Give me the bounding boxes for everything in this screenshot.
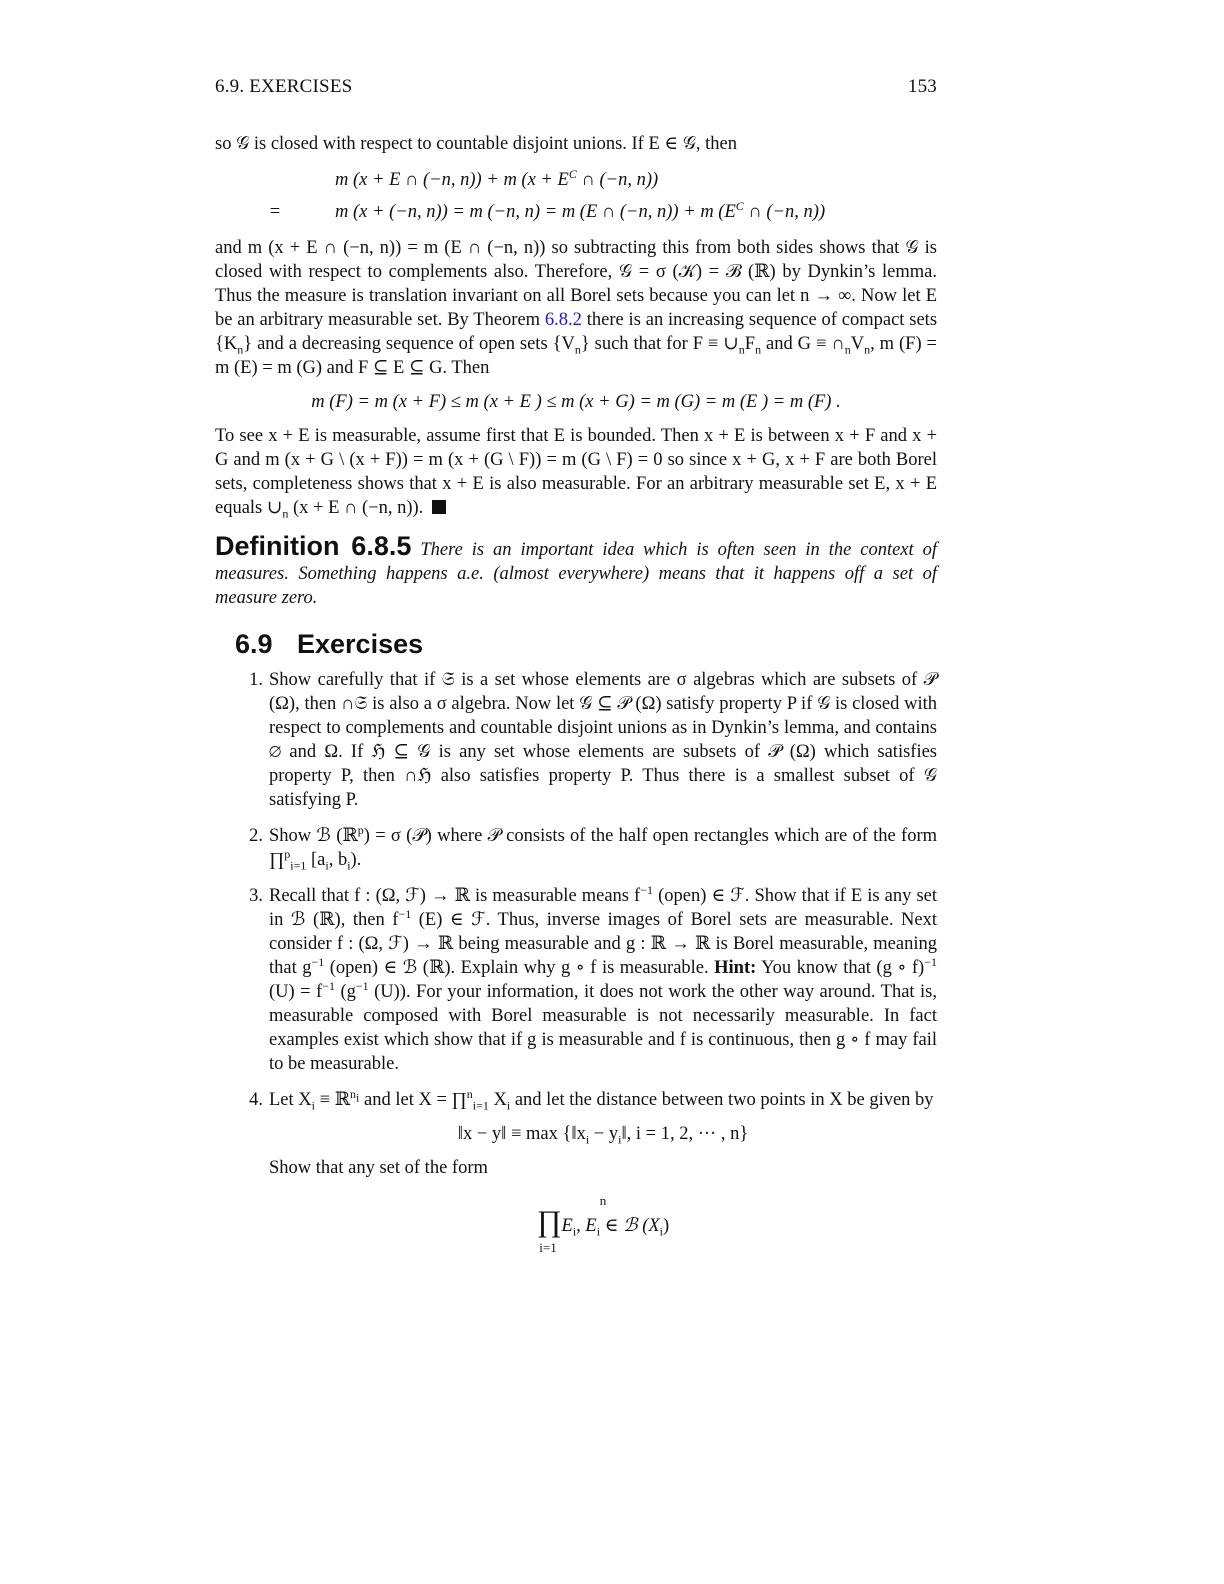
intro-line: so 𝒢 is closed with respect to countable disjoint unions. If E ∈ 𝒢, then [215, 134, 737, 154]
definition-title: Definition 6.8.5 [215, 531, 412, 561]
exercise-text: Show carefully that if 𝔖 is a set whose elements are σ algebras which are subsets of 𝒫 (Ω), then ∩𝔖 is also a σ algebra. Now let 𝒢 ⊆ 𝒫 (Ω) satisfy property P if 𝒢 is closed with respect to complements and countable disjoint unions as in Dynkin’s lemma, and contains ∅ and Ω. If ℌ ⊆ 𝒢 is any set whose elements are subsets of 𝒫 (Ω) which satisfies property P, then ∩ℌ also satisfies property P. Thus there is a smallest subset of 𝒢 satisfying P. [269, 670, 937, 810]
product-set-equation: n $\prod E_i$, $E_i$ ∈ ℬ $(X_i)$ i=1 [536, 1193, 670, 1255]
body-column [215, 132, 937, 1266]
exercise-item-1 [215, 668, 937, 812]
paragraph-measurability: To see x + E is measurable, assume first that E is bounded. Then x + E is between x + F and x + G and m (x + G \ (x + F)) = m (x + (G \ F)) = m (G \ F) = 0 so since x + G, x + F are both Borel sets, completeness shows that x + E is also measurable. For an arbitrary measurable set E, x + E equals $\cup_n$ (x + E ∩ (−n, n)). [215, 426, 937, 521]
norm-equation: ‖x − y‖ ≡ $\max \{‖x_i$ − $y_i‖$, i = 1, 2, ··· , n} [457, 1124, 749, 1147]
section-number: 6.9 [235, 629, 273, 659]
equation-2-rhs: m (x + (−n, n)) = m (−n, n) = m (E ∩ (−n, n)) + m ($E^C$ ∩ (−n, n)) [335, 198, 826, 222]
exercise-number: 2. [249, 826, 263, 846]
exercise-number: 3. [249, 886, 263, 906]
equation-1-lhs: m (x + E ∩ (−n, n)) + m ($x + E^C$ ∩ (−n, n)) [335, 166, 659, 190]
equation-relation-equals: = [269, 202, 281, 222]
definition-text: There is an important idea which is often seen in the context of measures. Something happens a.e. (almost everywhere) means that it happens off a set of measure zero. [215, 540, 937, 608]
equation-row-2 [215, 196, 937, 228]
exercise-item-3 [215, 884, 937, 1076]
exercise-list [215, 668, 937, 1254]
exercise-number: 1. [249, 670, 263, 690]
exercise-item-2 [215, 824, 937, 872]
qed-square-icon [432, 500, 446, 514]
display-equation-1 [215, 164, 937, 228]
hint-label: Hint: [714, 958, 757, 978]
definition-block [215, 531, 937, 610]
display-equation-3: m (F) = m (x + F) ≤ m (x + E ) ≤ m (x + G) = m (G) = m (E ) = m (F) . [311, 392, 841, 412]
exercise-text: Show ℬ (ℝ$^p$) = σ (𝒫) where 𝒫 consists of the half open rectangles which are of the form ∏$^p_{i=1}$ [$a_i$, $b_i$). [269, 822, 937, 873]
exercise-number: 4. [249, 1090, 263, 1110]
exercise-item-4 [215, 1088, 937, 1254]
paragraph-translation-invariance: and m (x + E ∩ (−n, n)) = m (E ∩ (−n, n)) so subtracting this from both sides shows that 𝒢 is closed with respect to complements also. Therefore, 𝒢 = σ (𝒦) = ℬ (ℝ) by Dynkin’s lemma. Thus the measure is translation invariant on all Borel sets because you can let n → ∞. Now let E be an arbitrary measurable set. By Theorem 6.8.2 there is an increasing sequence of compact sets $\{K_n\}$ and a decreasing sequence of open sets $\{V_n\}$ such that for $F \equiv \cup_nF_n$ and $G \equiv \cap_nV_n$, m (F) = m (E) = m (G) and F ⊆ E ⊆ G. Then [215, 238, 938, 378]
section-header: 6.9. EXERCISES [215, 76, 353, 97]
page-number: 153 [907, 76, 937, 97]
equation-row-1 [215, 164, 937, 196]
exercise-text: Let $X_i$ ≡ ℝ$^{n_i}$ and let X = ∏$^n_{i=1}$ $X_i$ and let the distance between two points in X be given by ‖x − y‖ ≡ $\max \{‖x_i$ − $y_i‖$, i = 1, 2, ··· , n} Show that any set of the form n $\prod E_i$, $E_i$ ∈ ℬ $(X_i)$ i=1 [269, 1088, 937, 1254]
exercise-text: Recall that f : (Ω, ℱ) → ℝ is measurable means $f^{-1}$ (open) ∈ ℱ. Show that if E is any set in ℬ (ℝ), then $f^{-1}$ (E) ∈ ℱ. Thus, inverse images of Borel sets are measurable. Next consider f : (Ω, ℱ) → ℝ being measurable and g : ℝ → ℝ is Borel measurable, meaning that $g^{-1}$ (open) ∈ ℬ (ℝ). Explain why g ∘ f is measurable. Hint: You know that (g ∘ f)$^{-1}$ $(U) = f^{-1}$ ($g^{-1}$ (U)). For your information, it does not work the other way around. That is, measurable composed with Borel measurable is not necessarily measurable. In fact examples exist which show that if g is measurable and f is continuous, then g ∘ f may fail to be measurable. [269, 882, 938, 1074]
exercise-4-followup: Show that any set of the form [269, 1158, 488, 1178]
section-heading [235, 629, 937, 659]
running-head [215, 76, 937, 98]
theorem-link[interactable]: 6.8.2 [544, 310, 582, 330]
section-title: Exercises [297, 629, 424, 659]
